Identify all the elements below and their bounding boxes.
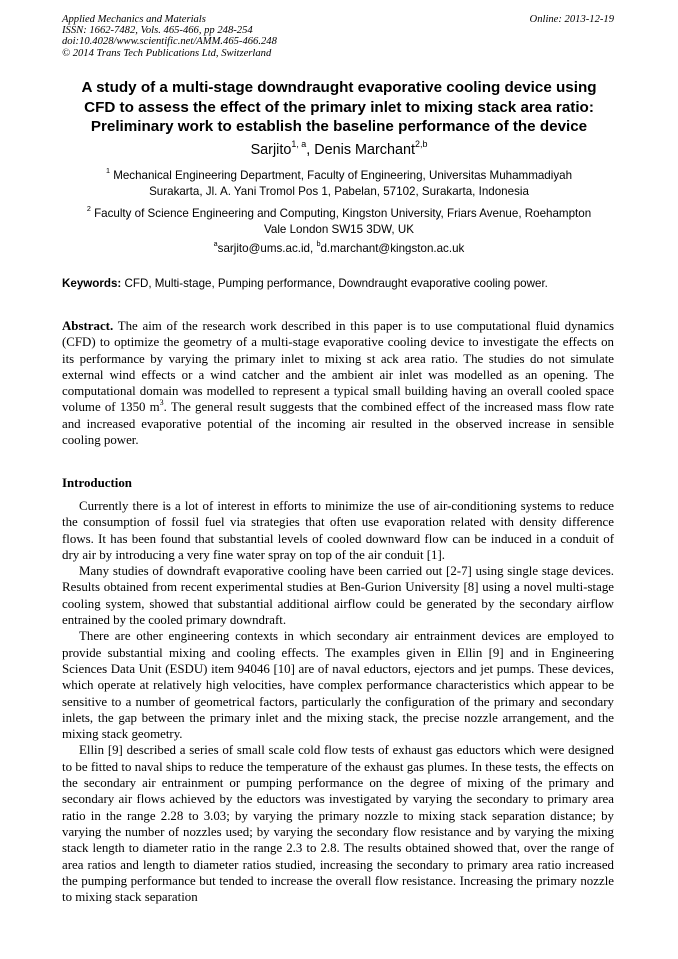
author-list — [40, 138, 638, 159]
author-separator: , — [306, 142, 315, 158]
keywords — [62, 276, 548, 291]
title-line-2: CFD to assess the effect of the primary inlet to mixing stack area ratio: — [84, 98, 594, 116]
affiliation-2 — [40, 206, 638, 237]
paragraph: There are other engineering contexts in which secondary air entrainment devices are employed to provide substantial mixing and cooling effects. The examples given in Ellin [9] and in Engineering Sciences Data Unit (ESDU) item 94046 [10] are of naval eductors, ejectors and jet pumps. These devices, which operate at relatively high velocities, have complex performance characteristics which appear to be sensitive to a number of geometrical factors, particularly the configuration of the primary and secondary inlets, the gap between the primary inlet and the mixing stack, the precise nozzle arrangement, and the mixing stack geometry. — [62, 629, 614, 742]
journal-name: Applied Mechanics and Materials — [62, 14, 206, 25]
title-line-3: Preliminary work to establish the baseline performance of the device — [90, 118, 588, 135]
affiliation-2-line-1: Faculty of Science Engineering and Computing, Kingston University, Friars Avenue, Roehampton — [90, 207, 592, 220]
affiliation-1 — [40, 168, 638, 199]
copyright-line: © 2014 Trans Tech Publications Ltd, Switzerland — [62, 47, 272, 59]
section-heading-introduction: Introduction — [62, 476, 132, 490]
email-b-marker: b — [316, 239, 321, 249]
issn-line: ISSN: 1662-7482, Vols. 465-466, pp 248-254 — [62, 25, 253, 37]
doi-line: doi:10.4028/www.scientific.net/AMM.465-466.248 — [62, 36, 277, 48]
title-line-1: A study of a multi-stage downdraught evaporative cooling device using — [81, 79, 597, 96]
abstract-text-1: The aim of the research work described in this paper is to use computational fluid dynamics (CFD) to optimize the geometry of a multi-stage evaporative cooling device to investigate the effects on its performance by varying the primary inlet to mixing st ack area ratio. The studies do not simulate external wind effects or a wind catcher and the ambient air inlet was modelled as an opening. The computational domain was modelled to represent a typical small building having an overall cooled space volume of 1350 m — [62, 319, 614, 415]
introduction-body — [62, 498, 614, 905]
email-a[interactable]: sarjito@ums.ac.id, — [217, 242, 317, 255]
author-2: Denis Marchant — [314, 142, 416, 158]
abstract-text-2: . The general result suggests that the combined effect of the increased mass flow rate and increased evaporative potential of the incoming air resulted in the observed increase in sensible cooling power. — [62, 400, 614, 448]
author-emails — [40, 241, 638, 257]
abstract — [62, 318, 614, 448]
affiliation-1-line-1: Mechanical Engineering Department, Faculty of Engineering, Universitas Muhammadiyah — [109, 169, 573, 182]
paragraph: Currently there is a lot of interest in efforts to minimize the use of air-conditioning systems to reduce the consumption of fossil fuel via strategies that often use evaporation related with density difference flows. It has been found that substantial levels of cooled downward flow can be induced in a conduit of dry air by introducing a very fine water spray on top of the air conduit [1]. — [62, 499, 614, 562]
email-b[interactable]: d.marchant@kingston.ac.uk — [320, 242, 465, 255]
online-date: Online: 2013-12-19 — [529, 14, 614, 25]
affiliation-2-marker: 2 — [86, 204, 91, 214]
affiliation-1-line-2: Surakarta, Jl. A. Yani Tromol Pos 1, Pabelan, 57102, Surakarta, Indonesia — [149, 184, 529, 198]
affiliation-2-line-2: Vale London SW15 3DW, UK — [264, 222, 414, 236]
abstract-label: Abstract. — [62, 319, 114, 333]
paragraph: Many studies of downdraft evaporative cooling have been carried out [2-7] using single stage devices. Results obtained from recent experimental studies at Ben-Gurion University [8] using a novel multi-stage cooling system, showed that substantial additional airflow could be generated by the secondary airflow entrained by the cooled primary downdraft. — [62, 564, 614, 628]
affiliation-1-marker: 1 — [105, 166, 110, 176]
author-1: Sarjito — [250, 142, 292, 158]
journal-header — [62, 14, 277, 59]
paragraph: Ellin [9] described a series of small scale cold flow tests of exhaust gas eductors which were designed to be fitted to naval ships to reduce the temperature of the exhaust gas plumes. In these tests, the effects on the secondary air entrainment or pumping performance on the degree of mixing of the primary and secondary air flows achieved by the eductors was investigated by varying the secondary to primary area ratio in the range 2.28 to 3.03; by varying the primary nozzle to mixing stack separation distance; by varying the number of nozzles used; by varying the secondary flow resistance and by varying the mixing stack length to diameter ratio in the range 2.3 to 2.8. The results obtained showed that, over the range of area ratios and length to diameter ratios studied, increasing the secondary to primary area ratio increased the pumping performance but tended to increase the overall flow resistance. Increasing the primary nozzle to mixing stack separation — [62, 743, 614, 905]
paper-title — [40, 78, 638, 137]
author-2-affiliation: 2,b — [415, 138, 428, 149]
keywords-label: Keywords: — [62, 277, 122, 290]
abstract-superscript: 3 — [159, 398, 164, 407]
email-a-marker: a — [213, 239, 218, 249]
keywords-text: CFD, Multi-stage, Pumping performance, Downdraught evaporative cooling power. — [121, 277, 548, 290]
author-1-affiliation: 1, a — [291, 138, 307, 149]
